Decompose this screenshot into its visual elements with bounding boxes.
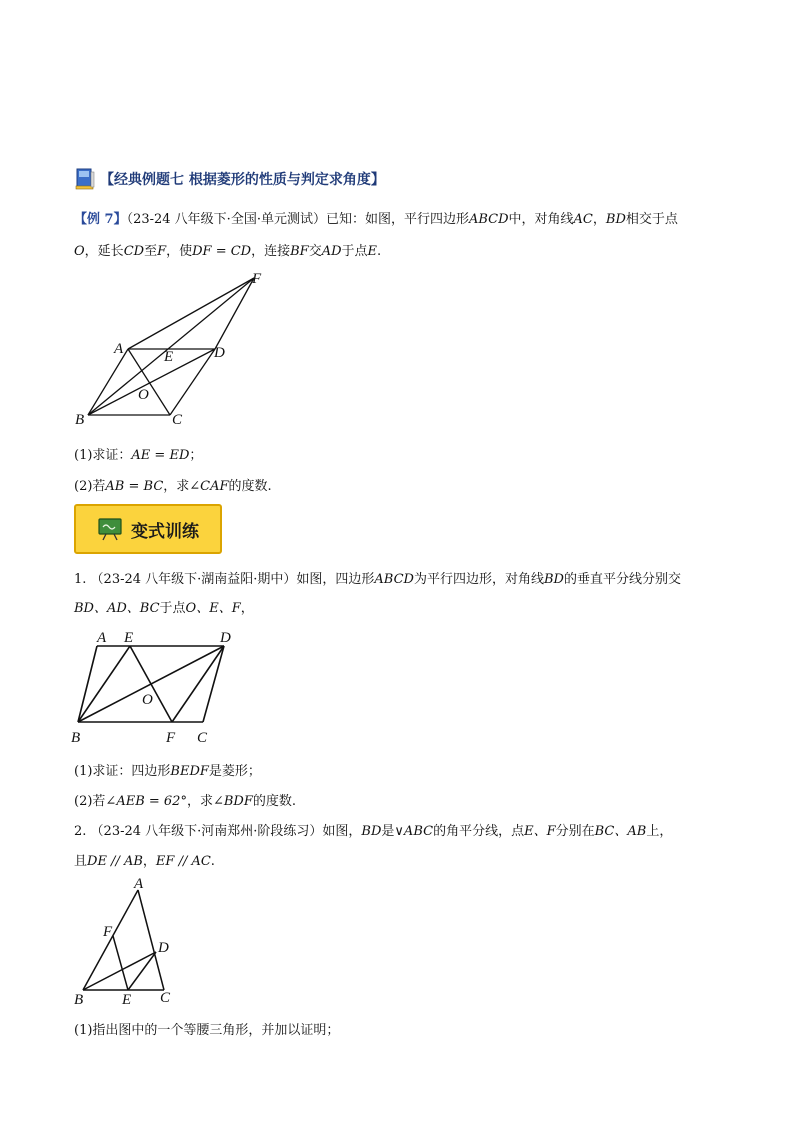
- text: ，连接: [251, 244, 291, 259]
- math-var: BC、AB: [594, 824, 647, 839]
- label-E: E: [124, 630, 134, 646]
- text: 的度数.: [228, 479, 272, 494]
- exercise2-question-1: [74, 1022, 339, 1040]
- label-O: O: [142, 692, 153, 708]
- label-C: C: [160, 990, 171, 1006]
- label-A: A: [114, 341, 124, 357]
- math-eq: ∠AEB = 62°: [105, 794, 187, 809]
- exercise1-question-2: [74, 793, 296, 811]
- exercise1-question-1: [74, 763, 261, 781]
- math-var: E: [367, 244, 378, 259]
- label-E: E: [164, 349, 174, 365]
- math-var: BF: [290, 244, 309, 259]
- math-var: AD: [321, 244, 342, 259]
- math-var: F: [157, 244, 167, 259]
- text: (2)若: [74, 479, 106, 494]
- math-var: ABCD: [374, 572, 414, 587]
- exercise2-line-2: [74, 853, 215, 871]
- math-eq: DF = CD: [192, 244, 252, 259]
- exercise1-line-2: [74, 600, 254, 618]
- text: 交: [308, 244, 322, 259]
- text: (1)指出图中的一个等腰三角形，并加以证明；: [74, 1023, 340, 1038]
- math-eq: EF // AC: [155, 854, 211, 869]
- math-eq: ∠CAF: [189, 479, 229, 494]
- exercise-number: 1.: [74, 572, 87, 587]
- text: 为平行四边形，对角线: [413, 572, 544, 587]
- text: 的垂直平分线分别交: [563, 572, 681, 587]
- label-A: A: [97, 630, 107, 646]
- text: ，求: [163, 479, 190, 494]
- banner-label: 变式训练: [131, 521, 199, 542]
- text: 中，对角线: [508, 212, 574, 227]
- example-question-2: [74, 478, 272, 496]
- label-D: D: [220, 630, 231, 646]
- label-B: B: [74, 992, 84, 1008]
- label-D: D: [214, 345, 225, 361]
- label-F: F: [166, 730, 176, 746]
- text: 至: [144, 244, 158, 259]
- text: ，使: [166, 244, 193, 259]
- exercise-number: 2.: [74, 824, 87, 839]
- text: 分别在: [555, 824, 595, 839]
- math-var: O: [74, 244, 85, 259]
- example-line-1: [74, 211, 678, 229]
- math-var: BD、AD、BC: [74, 601, 160, 616]
- text: ；: [189, 448, 203, 463]
- text: （23-24 八年级下·全国·单元测试）已知：如图，平行四边形: [126, 212, 469, 227]
- text: 是菱形；: [208, 764, 261, 779]
- text: 上，: [646, 824, 673, 839]
- math-eq: AB = BC: [105, 479, 164, 494]
- math-var: CD: [123, 244, 145, 259]
- text: 是: [381, 824, 395, 839]
- figure-parallelogram-abcd: [70, 268, 280, 433]
- text: ，: [592, 212, 606, 227]
- math-var: BD: [361, 824, 382, 839]
- label-B: B: [71, 730, 81, 746]
- example-line-2: [74, 243, 381, 261]
- math-var: BD: [605, 212, 626, 227]
- label-D: D: [158, 940, 169, 956]
- figure-triangle-abc: [66, 876, 196, 1008]
- math-var: O、E、F: [185, 601, 241, 616]
- exercise2-line-1: [74, 823, 672, 841]
- label-F: F: [103, 924, 113, 940]
- label-F: F: [252, 271, 262, 287]
- example-question-1: [74, 447, 202, 465]
- label-O: O: [138, 387, 149, 403]
- math-var: BEDF: [170, 764, 209, 779]
- text: 且: [74, 854, 88, 869]
- variant-training-banner: [74, 504, 222, 554]
- math-var: ABCD: [468, 212, 509, 227]
- section-title: [74, 166, 385, 192]
- text: （23-24 八年级下·湖南益阳·期中）如图，四边形: [90, 572, 375, 587]
- text: ，: [142, 854, 156, 869]
- exercise1-line-1: [74, 571, 681, 589]
- label-A: A: [134, 876, 144, 892]
- book-icon: [74, 167, 96, 191]
- math-eq: DE // AB: [87, 854, 143, 869]
- math-var: ∨ABC: [394, 824, 434, 839]
- text: 于点: [159, 601, 186, 616]
- example-tag: 【例 7】: [74, 212, 127, 227]
- text: (2)若: [74, 794, 106, 809]
- figure-parallelogram-bedf: [66, 624, 256, 749]
- label-C: C: [172, 412, 183, 428]
- text: （23-24 八年级下·河南郑州·阶段练习）如图，: [90, 824, 362, 839]
- chalkboard-icon: [97, 517, 123, 541]
- text: 的角平分线，点: [433, 824, 525, 839]
- math-eq: AE = ED: [131, 448, 190, 463]
- text: .: [210, 854, 215, 869]
- text: 于点: [341, 244, 368, 259]
- text: .: [377, 244, 382, 259]
- text: 相交于点: [625, 212, 678, 227]
- math-var: BD: [544, 572, 564, 587]
- text: (1)求证：: [74, 448, 132, 463]
- text: ，: [240, 601, 254, 616]
- text: ，延长: [84, 244, 124, 259]
- section-title-text: 【经典例题七 根据菱形的性质与判定求角度】: [100, 172, 385, 188]
- label-E: E: [122, 992, 132, 1008]
- label-C: C: [197, 730, 208, 746]
- text: ，求: [186, 794, 213, 809]
- text: 的度数.: [252, 794, 296, 809]
- math-var: E、F: [524, 824, 556, 839]
- math-var: AC: [573, 212, 593, 227]
- text: (1)求证：四边形: [74, 764, 171, 779]
- math-eq: ∠BDF: [212, 794, 253, 809]
- label-B: B: [75, 412, 85, 428]
